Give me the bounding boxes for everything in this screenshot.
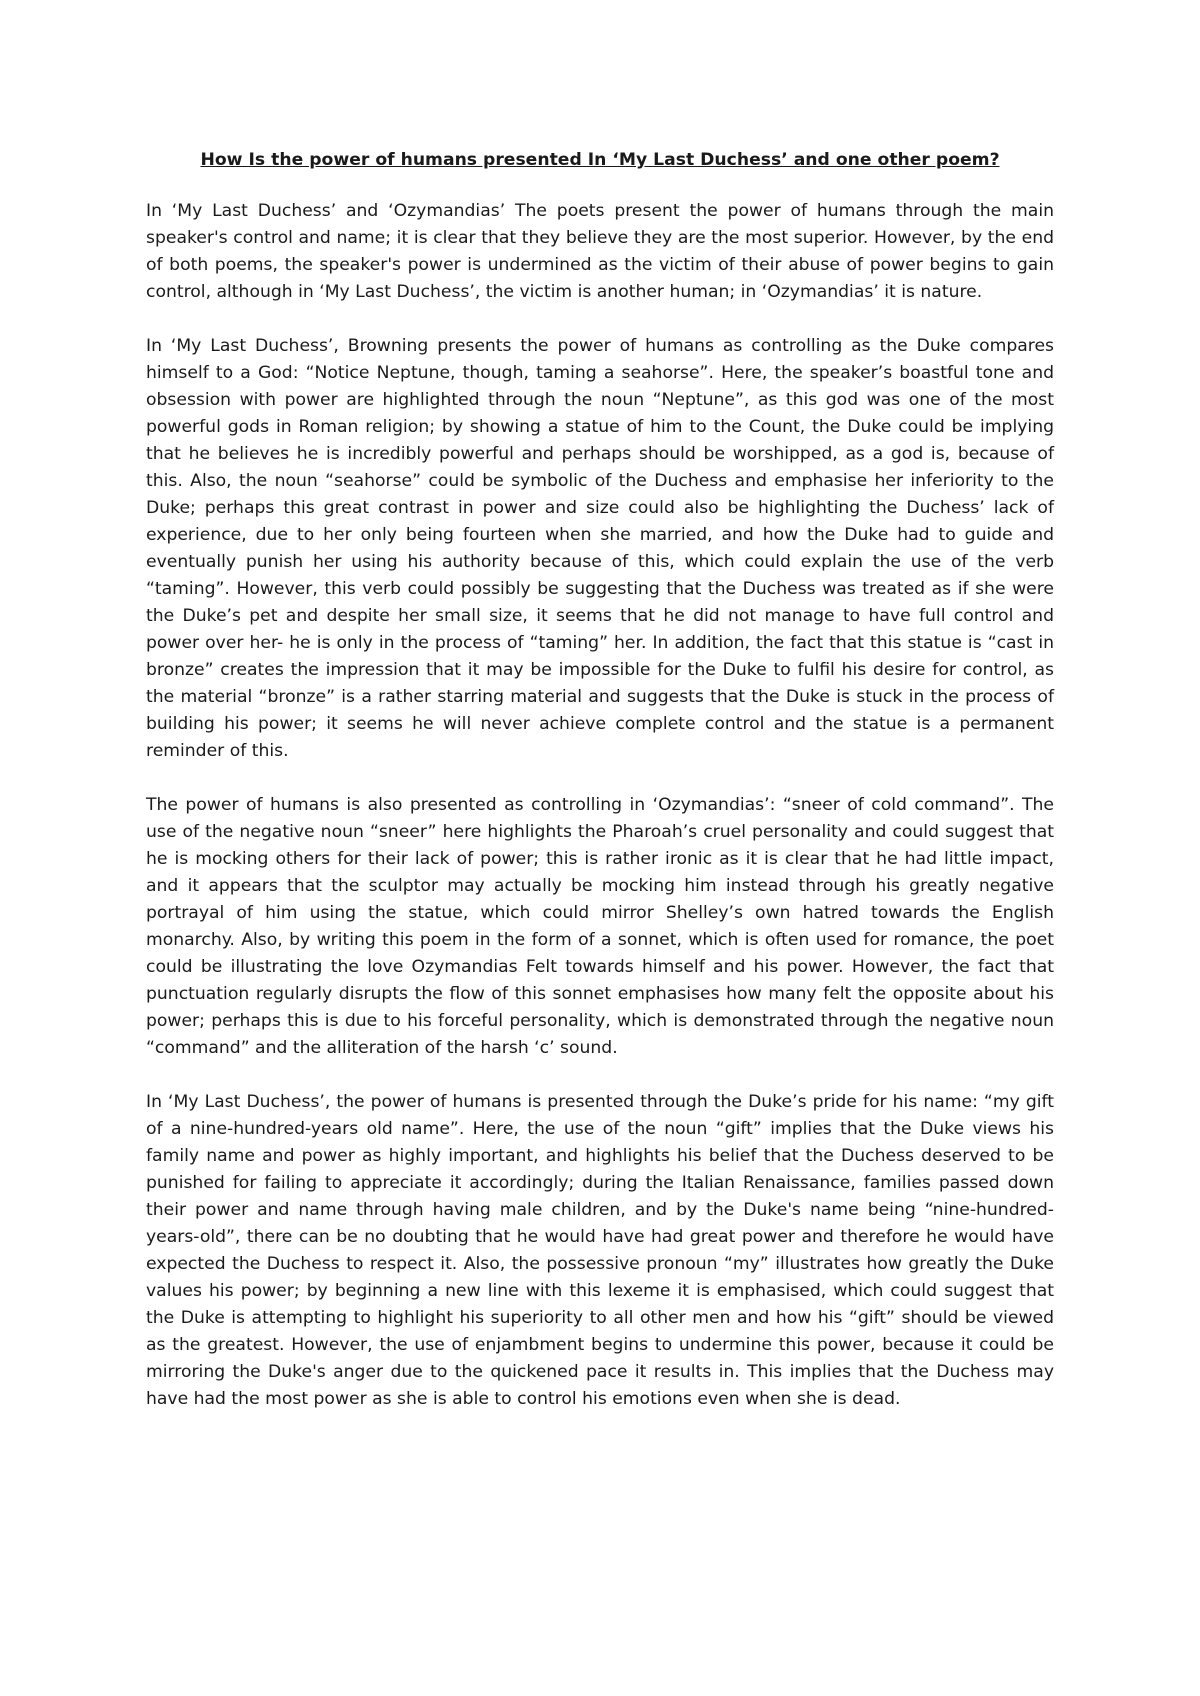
document-title: How Is the power of humans presented In ‘My Last Duchess’ and one other poem?: [200, 150, 1000, 170]
document-body: [146, 147, 1054, 1440]
paragraph-name-pride-analysis: In ‘My Last Duchess’, the power of humans is presented through the Duke’s pride for his name: “my gift of a nine-hundred-years old name”. Here, the use of the noun “gift” implies that the Duke views his family name and power as highly important, and highlights his belief that the Duchess deserved to be punished for failing to appreciate it accordingly; during the Italian Renaissance, families passed down their power and name through having male children, and by the Duke's name being “nine-hundred-years-old”, there can be no doubting that he would have had great power and therefore he would have expected the Duchess to respect it. Also, the possessive pronoun “my” illustrates how greatly the Duke values his power; by beginning a new line with this lexeme it is emphasised, which could suggest that the Duke is attempting to highlight his superiority to all other men and how his “gift” should be viewed as the greatest. However, the use of enjambment begins to undermine this power, because it could be mirroring the Duke's anger due to the quickened pace it results in. This implies that the Duchess may have had the most power as she is able to control his emotions even when she is dead.: [146, 1092, 1054, 1409]
paragraph-ozymandias-analysis: The power of humans is also presented as controlling in ‘Ozymandias’: “sneer of cold command”. The use of the negative noun “sneer” here highlights the Pharoah’s cruel personality and could suggest that he is mocking others for their lack of power; this is rather ironic as it is clear that he had little impact, and it appears that the sculptor may actually be mocking him instead through his greatly negative portrayal of him using the statue, which could mirror Shelley’s own hatred towards the English monarchy. Also, by writing this poem in the form of a sonnet, which is often used for romance, the poet could be illustrating the love Ozymandias Felt towards himself and his power. However, the fact that punctuation regularly disrupts the flow of this sonnet emphasises how many felt the opposite about his power; perhaps this is due to his forceful personality, which is demonstrated through the negative noun “command” and the alliteration of the harsh ‘c’ sound.: [146, 795, 1054, 1058]
paragraph-introduction: In ‘My Last Duchess’ and ‘Ozymandias’ The poets present the power of humans through the main speaker's control and name; it is clear that they believe they are the most superior. However, by the end of both poems, the speaker's power is undermined as the victim of their abuse of power begins to gain control, although in ‘My Last Duchess’, the victim is another human; in ‘Ozymandias’ it is nature.: [146, 201, 1054, 302]
paragraph-neptune-analysis: In ‘My Last Duchess’, Browning presents the power of humans as controlling as the Duke compares himself to a God: “Notice Neptune, though, taming a seahorse”. Here, the speaker’s boastful tone and obsession with power are highlighted through the noun “Neptune”, as this god was one of the most powerful gods in Roman religion; by showing a statue of him to the Count, the Duke could be implying that he believes he is incredibly powerful and perhaps should be worshipped, as a god is, because of this. Also, the noun “seahorse” could be symbolic of the Duchess and emphasise her inferiority to the Duke; perhaps this great contrast in power and size could also be highlighting the Duchess’ lack of experience, due to her only being fourteen when she married, and how the Duke had to guide and eventually punish her using his authority because of this, which could explain the use of the verb “taming”. However, this verb could possibly be suggesting that the Duchess was treated as if she were the Duke’s pet and despite her small size, it seems that he did not manage to have full control and power over her- he is only in the process of “taming” her. In addition, the fact that this statue is “cast in bronze” creates the impression that it may be impossible for the Duke to fulfil his desire for control, as the material “bronze” is a rather starring material and suggests that the Duke is stuck in the process of building his power; it seems he will never achieve complete control and the statue is a permanent reminder of this.: [146, 336, 1054, 761]
